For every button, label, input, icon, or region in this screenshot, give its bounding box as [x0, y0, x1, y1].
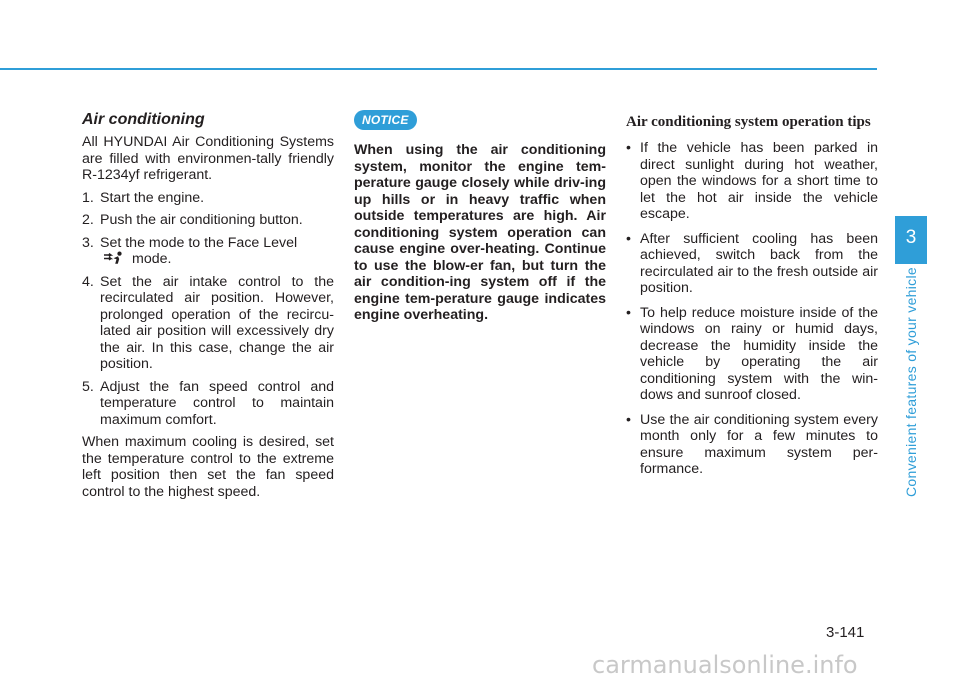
bullet-icon: • [626, 304, 631, 321]
watermark: carmanualsonline.info [592, 651, 858, 679]
step-text: Push the air conditioning button. [100, 212, 303, 228]
step-item [82, 190, 334, 207]
step-number: 5. [82, 378, 94, 395]
notice-text: When using the air conditioning system, monitor the engine tem-perature gauge closely while driv-ing up hills or in heavy traffic when outside temperatures are high. Air conditioning system operation can cause engine over-heating. Continue to use the blow-er fan, but turn the air condition-ing system off if the engine tem-perature gauge indicates engine overheating. [354, 142, 606, 323]
right-column [626, 110, 878, 486]
tip-text: Use the air conditioning system every month only for a few minutes to ensure maximum system per-formance. [640, 411, 878, 477]
list-item [626, 140, 878, 223]
step-item [82, 274, 334, 373]
chapter-number-tab: 3 [895, 216, 927, 264]
tip-text: After sufficient cooling has been achieved, switch back from the recirculated air to the fresh outside air position. [640, 230, 878, 296]
step-text: Adjust the fan speed control and temperature control to maintain maximum comfort. [100, 378, 334, 428]
list-item [626, 305, 878, 404]
step-text-before: Set the mode to the Face Level [100, 234, 298, 251]
step-item [82, 235, 334, 268]
section-title: Air conditioning [82, 111, 205, 128]
chapter-title-text: Convenient features of your vehicle [903, 267, 919, 497]
step-number: 2. [82, 212, 94, 228]
step-item [82, 212, 334, 229]
tip-text: To help reduce moisture inside of the windows on rainy or humid days, decrease the humidity inside the vehicle by operating the air conditioning system with the win-dows and sunroof closed. [640, 304, 878, 403]
chapter-title [893, 267, 929, 497]
middle-column [354, 110, 606, 324]
intro-paragraph: All HYUNDAI Air Conditioning Systems are filled with environmen-tally friendly R-1234yf refrigerant. [82, 134, 334, 183]
bullet-icon: • [626, 411, 631, 428]
step-text: Set the air intake control to the recirculated air position. However, prolonged operation of the recircu-lated air position will excessively dry the air. In this case, change the air position. [100, 273, 334, 372]
notice-badge: NOTICE [354, 110, 417, 130]
bullet-icon: • [626, 140, 631, 156]
step-number: 1. [82, 189, 94, 206]
face-level-mode-icon [102, 251, 124, 265]
bullet-icon: • [626, 230, 631, 247]
left-column [82, 110, 334, 506]
list-item [626, 231, 878, 297]
step-text-after: mode. [132, 251, 172, 267]
closing-paragraph: When maximum cooling is desired, set the temperature control to the extreme left position then set the fan speed control to the highest speed. [82, 434, 334, 500]
step-text [100, 235, 334, 268]
tips-heading: Air conditioning system operation tips [626, 114, 871, 130]
step-item [82, 379, 334, 429]
top-rule [0, 68, 877, 70]
tips-list [626, 140, 878, 478]
step-number: 4. [82, 273, 94, 290]
step-number: 3. [82, 234, 94, 251]
step-text: Start the engine. [100, 189, 205, 206]
tip-text: If the vehicle has been parked in direct sunlight during hot weather, open the windows for a short time to let the hot air inside the vehicle escape. [640, 140, 878, 222]
list-item [626, 412, 878, 478]
page-number: 3-141 [826, 624, 865, 641]
